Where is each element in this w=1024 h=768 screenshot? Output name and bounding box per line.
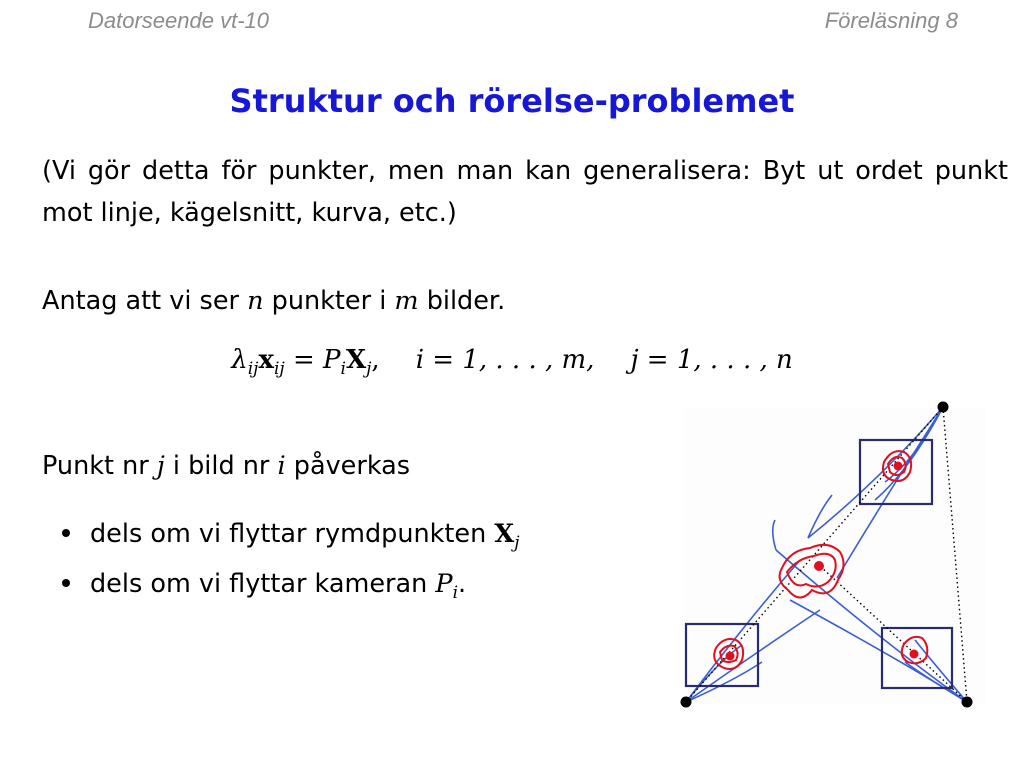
bullet-symbol-sub: j [514,533,520,553]
punkt-text-2: i bild nr [164,451,278,481]
bullet-symbol: P [435,569,453,599]
eq-lambda-sub: ij [247,359,259,379]
punkt-text-3: påverkas [285,451,411,481]
bullet-text: dels om vi flyttar kameran [90,569,436,599]
bullet-icon [62,529,70,537]
eq-X-sub: j [366,359,372,379]
eq-comma: , [371,345,380,375]
antag-n: n [247,286,264,316]
bullet-symbol: X [494,519,515,549]
eq-lambda: λ [231,345,248,375]
eq-equals: = [284,345,324,375]
header-course: Datorseende vt-10 [88,8,269,33]
bullet-item-space-point [62,512,519,562]
punkt-paragraph [42,445,410,487]
image-point-top [894,462,903,471]
antag-text-3: bilder. [418,286,506,316]
eq-x: x [258,345,274,375]
image-point-right [910,650,919,659]
camera-center-left [681,697,692,708]
punkt-i: i [277,451,286,481]
eq-i-range: i = 1, . . . , m, [415,345,595,375]
punkt-text-1: Punkt nr [42,451,157,481]
antag-text-2: punkter i [263,286,395,316]
multi-view-sketch [680,400,990,712]
bullet-list [62,512,519,612]
image-point-left [726,652,735,661]
bullet-tail: . [458,569,467,599]
eq-x-sub: ij [273,359,285,379]
antag-text-1: Antag att vi ser [42,286,248,316]
intro-paragraph: (Vi gör detta för punkter, men man kan generalisera: Byt ut ordet punkt mot linje, kägelsnitt, kurva, etc.) [42,156,1008,228]
camera-center-top [938,402,949,413]
eq-j-range: j = 1, . . . , n [630,345,793,375]
camera-center-right [962,697,973,708]
antag-m: m [394,286,419,316]
bullet-text: dels om vi flyttar rymdpunkten [90,519,495,549]
eq-X: X [345,345,367,375]
bullet-symbol-sub: i [452,583,459,603]
eq-P: P [323,345,341,375]
punkt-j: j [156,451,165,481]
antag-paragraph [42,280,505,322]
bullet-icon [62,579,70,587]
space-point-marker [814,561,824,571]
slide-title: Struktur och rörelse-problemet [229,82,795,120]
bullet-item-camera [62,562,519,612]
projection-equation [0,345,1024,379]
eq-P-sub: i [340,359,346,379]
header-lecture: Föreläsning 8 [824,8,958,33]
